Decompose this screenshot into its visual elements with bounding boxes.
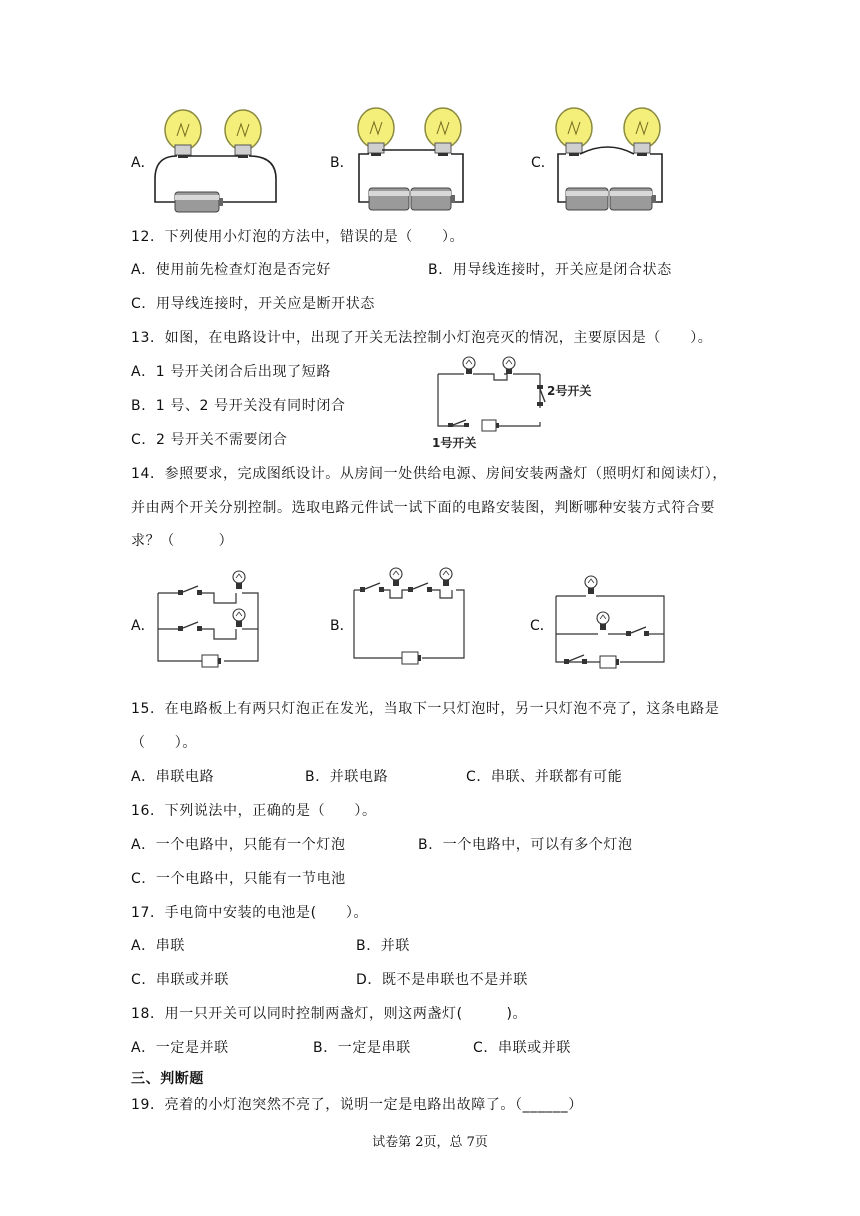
q11-option-c-label: C． xyxy=(531,155,555,171)
bulb-icon xyxy=(624,108,660,156)
bulb-icon xyxy=(425,108,461,156)
q17-option-d[interactable]: D．既不是串联也不是并联 xyxy=(356,972,528,988)
q12-stem: 12．下列使用小灯泡的方法中，错误的是（ ）。 xyxy=(131,229,465,245)
battery-icon xyxy=(566,188,608,210)
battery-icon xyxy=(175,192,223,212)
bulb-icon xyxy=(585,576,597,594)
q11-option-b-label: B． xyxy=(330,155,354,171)
q17-stem: 17．手电筒中安装的电池是( ）。 xyxy=(131,905,369,921)
q17-option-c[interactable]: C．串联或并联 xyxy=(131,972,229,988)
battery-icon xyxy=(600,656,619,668)
q11-figure-c-circuit xyxy=(548,104,688,216)
q15-option-a[interactable]: A．串联电路 xyxy=(131,769,215,785)
q18-option-a[interactable]: A．一定是并联 xyxy=(131,1040,229,1056)
q15-stem-line2: （ ）。 xyxy=(131,735,197,751)
q17-option-a[interactable]: A．串联 xyxy=(131,938,185,954)
q11-figure-b-circuit xyxy=(349,104,489,216)
bulb-icon xyxy=(233,609,245,627)
q18-option-b[interactable]: B．一定是串联 xyxy=(313,1040,411,1056)
bulb-icon xyxy=(440,568,452,586)
bulb-icon xyxy=(233,571,245,589)
q12-option-b[interactable]: B．用导线连接时，开关应是闭合状态 xyxy=(428,262,672,278)
q14-figure-c-circuit xyxy=(548,572,673,672)
q11-figure-a-circuit xyxy=(150,104,290,216)
battery-icon xyxy=(202,655,221,667)
q15-stem-line1: 15．在电路板上有两只灯泡正在发光，当取下一只灯泡时，另一只灯泡不亮了，这条电路是 xyxy=(131,701,720,717)
bulb-icon xyxy=(358,108,394,156)
switch-icon xyxy=(178,586,202,595)
switch-icon xyxy=(360,583,384,592)
q19-stem: 19．亮着的小灯泡突然不亮了，说明一定是电路出故障了。（______） xyxy=(131,1097,583,1113)
bulb-icon xyxy=(503,357,515,374)
q15-option-b[interactable]: B．并联电路 xyxy=(305,769,389,785)
q16-option-a[interactable]: A．一个电路中，只能有一个灯泡 xyxy=(131,837,346,853)
q13-stem: 13．如图，在电路设计中，出现了开关无法控制小灯泡亮灭的情况，主要原因是（ ）。 xyxy=(131,330,713,346)
switch-icon xyxy=(178,622,202,631)
page-footer: 试卷第 2页，总 7页 xyxy=(372,1135,488,1150)
bulb-icon xyxy=(597,612,609,630)
bulb-icon xyxy=(390,568,402,586)
q14-option-c-label: C． xyxy=(530,618,554,634)
q13-option-c[interactable]: C．2 号开关不需要闭合 xyxy=(131,432,288,448)
battery-icon xyxy=(369,188,409,210)
q18-option-c[interactable]: C．串联或并联 xyxy=(473,1040,571,1056)
q14-stem-line2: 并由两个开关分别控制。选取电路元件试一试下面的电路安装图，判断哪种安装方式符合要 xyxy=(131,500,715,516)
battery-icon xyxy=(482,420,499,431)
switch-2-label: 2号开关 xyxy=(547,384,592,398)
q11-option-a-label: A． xyxy=(131,155,155,171)
q13-circuit-diagram xyxy=(420,350,610,455)
battery-icon xyxy=(411,188,455,210)
bulb-icon xyxy=(556,108,592,156)
switch-icon xyxy=(537,385,545,406)
switch-icon xyxy=(626,627,649,636)
q14-option-a-label: A． xyxy=(131,618,155,634)
q16-option-b[interactable]: B．一个电路中，可以有多个灯泡 xyxy=(418,837,633,853)
q13-option-b[interactable]: B．1 号、2 号开关没有同时闭合 xyxy=(131,398,346,414)
bulb-icon xyxy=(165,110,201,158)
q18-stem: 18．用一只开关可以同时控制两盏灯，则这两盏灯( )。 xyxy=(131,1006,528,1022)
battery-icon xyxy=(402,652,421,664)
switch-1-label: 1号开关 xyxy=(432,436,477,450)
q17-option-b[interactable]: B．并联 xyxy=(356,938,411,954)
q14-stem-line1: 14．参照要求，完成图纸设计。从房间一处供给电源、房间安装两盏灯（照明灯和阅读灯）， xyxy=(131,466,728,482)
bulb-icon xyxy=(225,110,261,158)
q13-option-a[interactable]: A．1 号开关闭合后出现了短路 xyxy=(131,364,331,380)
bulb-icon xyxy=(463,357,475,374)
q14-figure-a-circuit xyxy=(150,565,265,670)
switch-icon xyxy=(564,655,587,664)
switch-icon xyxy=(408,583,432,592)
q16-stem: 16．下列说法中，正确的是（ ）。 xyxy=(131,803,377,819)
q14-stem-line3: 求？（ ） xyxy=(131,533,234,549)
q15-option-c[interactable]: C．串联、并联都有可能 xyxy=(466,769,623,785)
q14-figure-b-circuit xyxy=(348,560,473,670)
battery-icon xyxy=(610,188,656,210)
q14-option-b-label: B． xyxy=(330,618,354,634)
section-heading: 三、判断题 xyxy=(131,1071,204,1087)
q12-option-c[interactable]: C．用导线连接时，开关应是断开状态 xyxy=(131,296,375,312)
q12-option-a[interactable]: A．使用前先检查灯泡是否完好 xyxy=(131,262,331,278)
q16-option-c[interactable]: C．一个电路中，只能有一节电池 xyxy=(131,871,346,887)
